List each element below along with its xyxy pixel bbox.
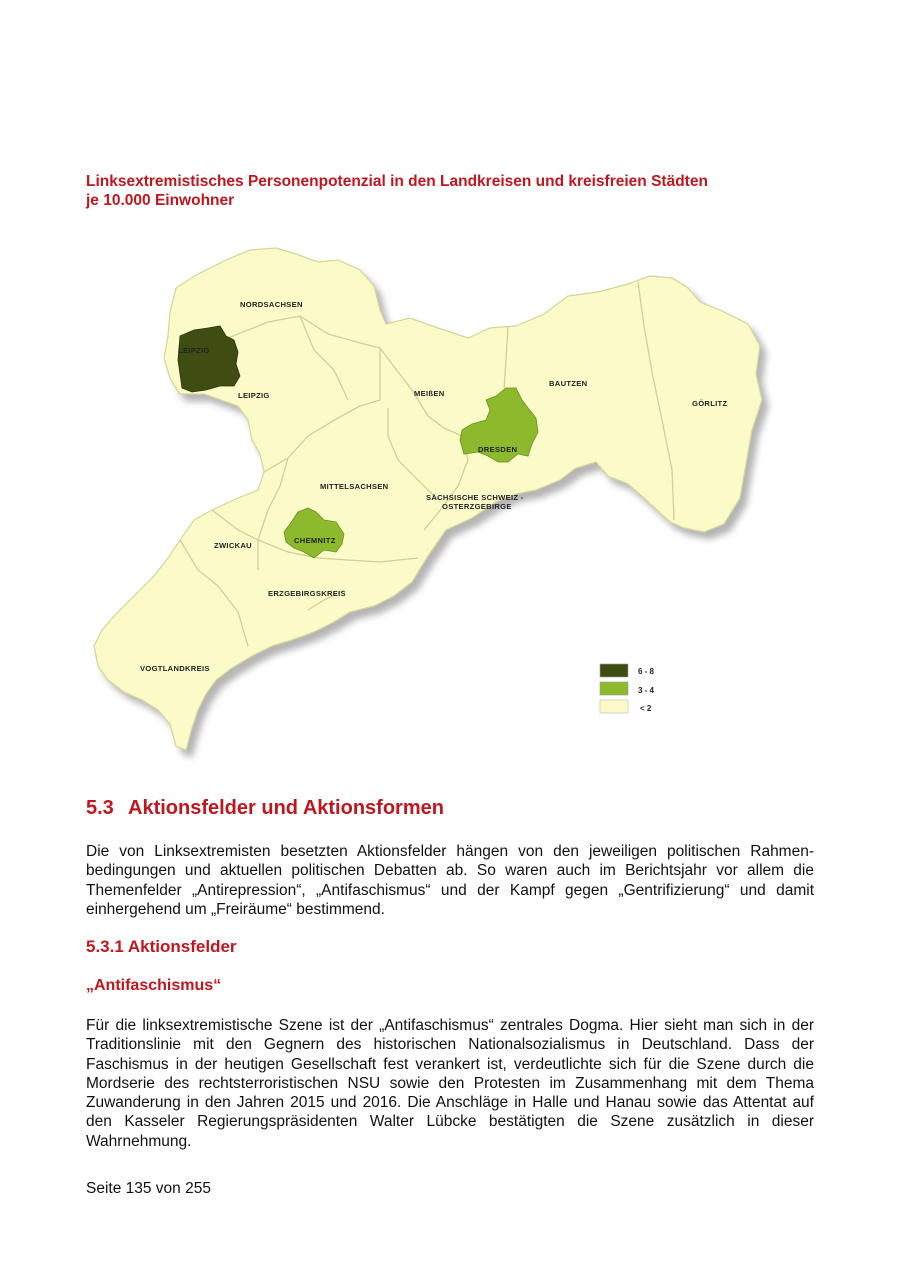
label-mittelsachsen: MITTELSACHSEN — [320, 482, 389, 491]
map-legend — [600, 664, 655, 713]
section-number: 5.3 — [86, 797, 114, 819]
label-vogtlandkreis: VOGTLANDKREIS — [140, 664, 210, 673]
label-leipzig-district: LEIPZIG — [238, 391, 270, 400]
map-title — [86, 172, 826, 210]
legend-swatch-medium — [600, 682, 628, 695]
section-title: Aktionsfelder und Aktionsformen — [128, 797, 444, 819]
label-dresden: DRESDEN — [478, 445, 518, 454]
section-paragraph: Die von Linksextremisten besetzten Aktionsfelder hängen von den jeweiligen politischen Rahmen-bedingungen und aktuellen politischen Debatten ab. So waren auch im Berichtsjahr vor allem die Themenfelder „Antirepression“, „Antifaschismus“ und der Kampf gegen „Gentrifizierung“ und damit einhergehend um „Freiräume“ bestimmend. — [86, 843, 814, 918]
label-leipzig-city: LEIPZIG — [178, 346, 210, 355]
label-meissen: MEIßEN — [414, 389, 445, 398]
section-heading — [86, 797, 444, 820]
label-zwickau: ZWICKAU — [214, 541, 252, 550]
topic-paragraph: Für die linksextremistische Szene ist der „Antifaschismus“ zentrales Dogma. Hier sieht man sich in der Traditionslinie mit den Gegnern des historischen Nationalsozialismus in Deutschland. Dass der Faschismus in der heutigen Gesellschaft fest verankert ist, verdeutlichte sich für die Szene durch die Mordserie des rechtsterroristischen NSU sowie den Protesten im Zusammenhang mit dem Thema Zuwanderung in den Jahren 2015 und 2016. Die Anschläge in Halle und Hanau sowie das Attentat auf den Kasseler Regierungspräsidenten Walter Lübcke bestätigten die Szene zusätzlich in dieser Wahrnehmung. — [86, 1017, 814, 1150]
subsection-heading: 5.3.1 Aktionsfelder — [86, 937, 237, 956]
legend-label-medium: 3 - 4 — [638, 686, 655, 695]
map-title-line-2: je 10.000 Einwohner — [86, 192, 235, 209]
legend-swatch-high — [600, 664, 628, 677]
topic-heading: „Antifaschismus“ — [86, 977, 222, 994]
label-saechsische-schweiz-2: OSTERZGEBIRGE — [442, 502, 512, 511]
map-svg — [88, 240, 778, 765]
label-saechsische-schweiz-1: SÄCHSISCHE SCHWEIZ - — [426, 493, 524, 502]
legend-label-high: 6 - 8 — [638, 667, 655, 676]
label-chemnitz: CHEMNITZ — [294, 536, 336, 545]
map-title-line-1: Linksextremistisches Personenpotenzial in den Landkreisen und kreisfreien Städten — [86, 173, 708, 190]
legend-swatch-low — [600, 700, 628, 713]
label-erzgebirgskreis: ERZGEBIRGSKREIS — [268, 589, 346, 598]
label-bautzen: BAUTZEN — [549, 379, 588, 388]
label-goerlitz: GÖRLITZ — [692, 399, 728, 408]
page-number: Seite 135 von 255 — [86, 1180, 211, 1197]
label-nordsachsen: NORDSACHSEN — [240, 300, 303, 309]
legend-label-low: < 2 — [640, 704, 652, 713]
saxony-district-map — [88, 240, 778, 765]
